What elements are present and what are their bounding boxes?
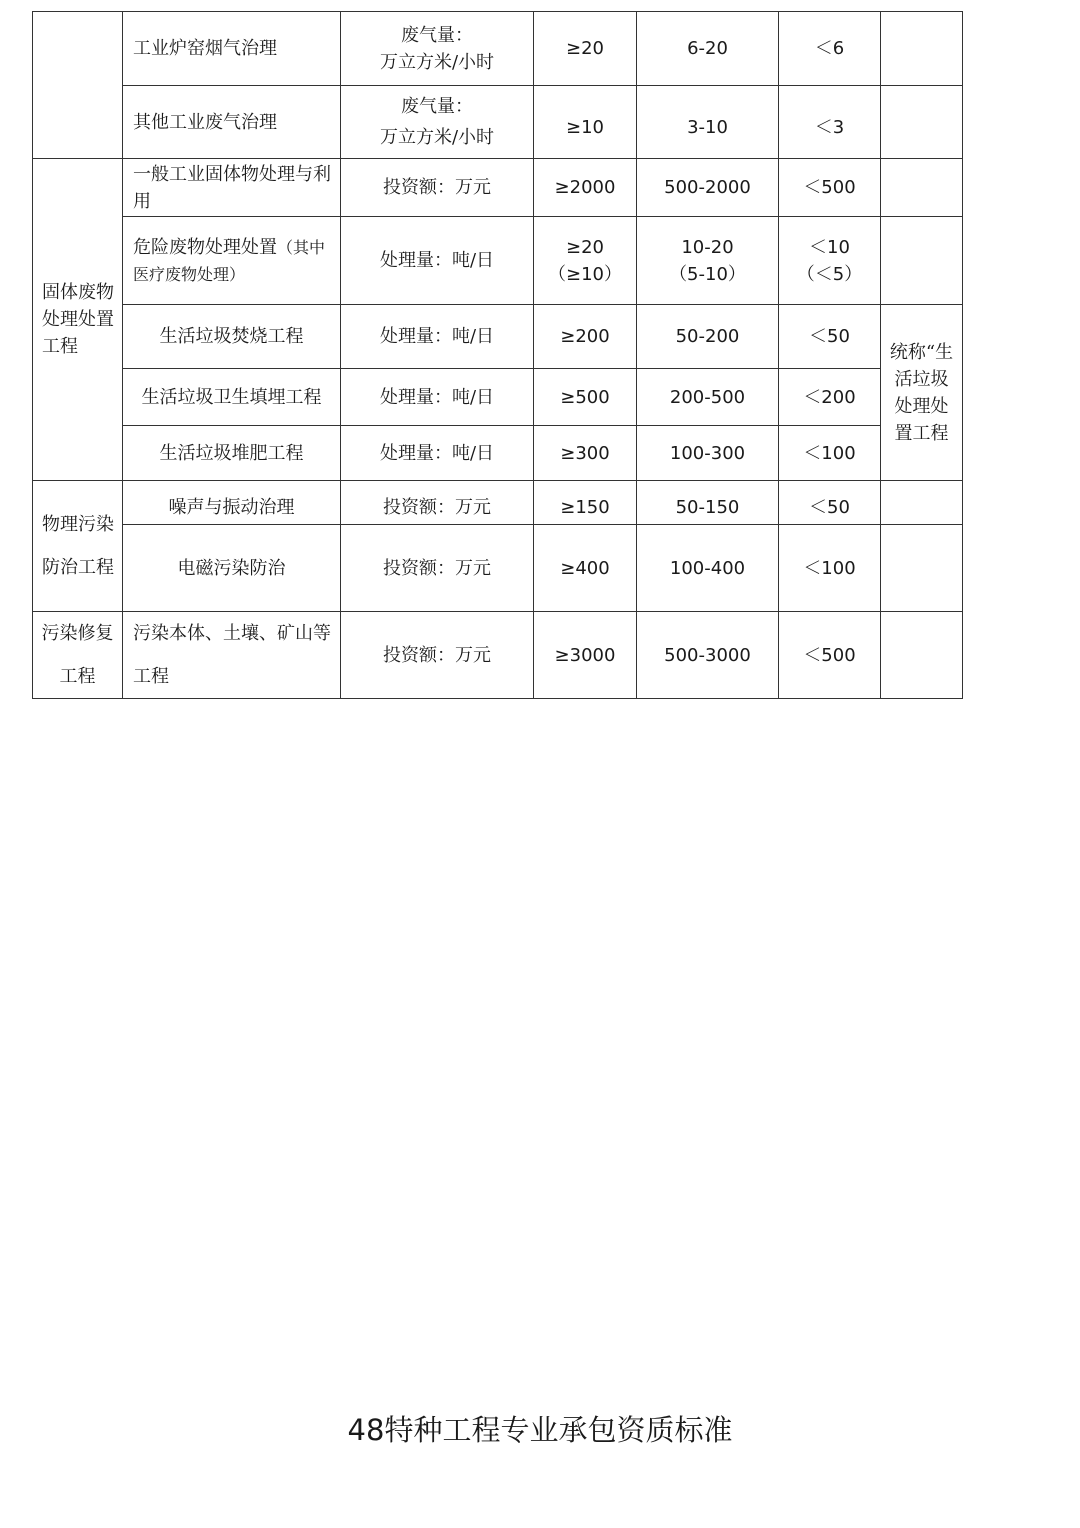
grade-3-cell: ＜100	[779, 426, 881, 481]
grade-1-cell: ≥3000	[534, 612, 637, 699]
unit-cell: 投资额：万元	[341, 612, 534, 699]
grade-2-cell: 50-200	[637, 305, 779, 369]
grade-2-cell: 50-150	[637, 481, 779, 525]
table-row	[33, 86, 963, 159]
project-main-text: 危险废物处理处置	[133, 236, 277, 258]
grade-3-cell: ＜100	[779, 525, 881, 612]
grade-2-cell: 3-10	[637, 86, 779, 159]
grade-3-cell: ＜500	[779, 612, 881, 699]
remark-note: 统称“生活垃圾处理处置工程	[881, 305, 963, 481]
grade-1-cell: ≥150	[534, 481, 637, 525]
grade-2-cell: 500-3000	[637, 612, 779, 699]
grade-1-cell: ≥10	[534, 86, 637, 159]
grade-3-cell: ＜500	[779, 159, 881, 217]
project-cell: 生活垃圾焚烧工程	[123, 305, 341, 369]
grade-1-cell: ≥20 （≥10）	[534, 217, 637, 305]
table-row	[33, 481, 963, 525]
table-row	[33, 612, 963, 699]
category-solid-waste: 固体废物处理处置工程	[33, 159, 123, 481]
grade-1-cell: ≥2000	[534, 159, 637, 217]
project-cell: 工业炉窑烟气治理	[123, 12, 341, 86]
grade-2-cell: 500-2000	[637, 159, 779, 217]
unit-cell: 处理量：吨/日	[341, 426, 534, 481]
project-sub-text: （其中医疗废物处理）	[133, 237, 326, 284]
project-cell: 噪声与振动治理	[123, 481, 341, 525]
project-cell	[123, 217, 341, 305]
grade-2-cell: 100-400	[637, 525, 779, 612]
grade-1-cell: ≥20	[534, 12, 637, 86]
unit-cell: 处理量：吨/日	[341, 369, 534, 426]
grade-2-cell: 6-20	[637, 12, 779, 86]
remark-cell	[881, 86, 963, 159]
page-footer-title: 48特种工程专业承包资质标准	[347, 1413, 733, 1447]
grade-1-cell: ≥200	[534, 305, 637, 369]
grade-2-cell: 200-500	[637, 369, 779, 426]
project-cell: 生活垃圾堆肥工程	[123, 426, 341, 481]
unit-cell: 废气量： 万立方米/小时	[341, 12, 534, 86]
unit-cell: 投资额：万元	[341, 525, 534, 612]
grade-1-cell: ≥300	[534, 426, 637, 481]
grade-3-cell: ＜50	[779, 481, 881, 525]
remark-cell	[881, 525, 963, 612]
table-row	[33, 159, 963, 217]
grade-3-cell: ＜6	[779, 12, 881, 86]
table-row	[33, 12, 963, 86]
project-cell: 一般工业固体物处理与利用	[123, 159, 341, 217]
remark-cell	[881, 481, 963, 525]
remark-cell	[881, 612, 963, 699]
project-cell: 生活垃圾卫生填埋工程	[123, 369, 341, 426]
grade-3-cell: ＜10 （＜5）	[779, 217, 881, 305]
project-cell: 电磁污染防治	[123, 525, 341, 612]
grade-3-cell: ＜50	[779, 305, 881, 369]
category-cell-empty	[33, 12, 123, 159]
table-row	[33, 305, 963, 369]
unit-cell: 废气量： 万立方米/小时	[341, 86, 534, 159]
category-remediation: 污染修复工程	[33, 612, 123, 699]
grade-2-cell: 10-20 （5-10）	[637, 217, 779, 305]
project-cell: 污染本体、土壤、矿山等工程	[123, 612, 341, 699]
qualification-table	[32, 11, 963, 699]
unit-cell: 投资额：万元	[341, 481, 534, 525]
table-row	[33, 426, 963, 481]
grade-1-cell: ≥400	[534, 525, 637, 612]
unit-cell: 处理量：吨/日	[341, 305, 534, 369]
table-row	[33, 369, 963, 426]
project-cell: 其他工业废气治理	[123, 86, 341, 159]
remark-cell	[881, 12, 963, 86]
category-physical: 物理污染防治工程	[33, 481, 123, 612]
table-row	[33, 217, 963, 305]
unit-cell: 处理量：吨/日	[341, 217, 534, 305]
grade-1-cell: ≥500	[534, 369, 637, 426]
grade-2-cell: 100-300	[637, 426, 779, 481]
remark-cell	[881, 159, 963, 217]
remark-cell	[881, 217, 963, 305]
grade-3-cell: ＜200	[779, 369, 881, 426]
unit-cell: 投资额：万元	[341, 159, 534, 217]
table-row	[33, 525, 963, 612]
grade-3-cell: ＜3	[779, 86, 881, 159]
